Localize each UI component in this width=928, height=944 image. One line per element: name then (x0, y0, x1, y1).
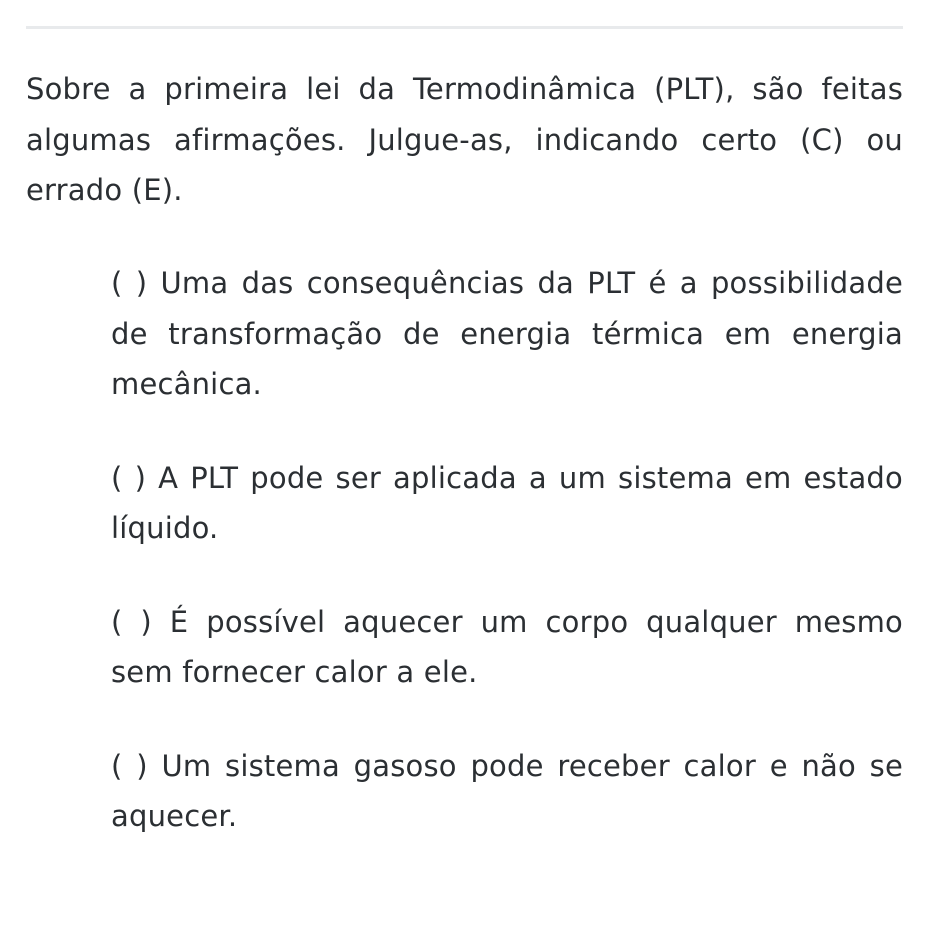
question-intro: Sobre a primeira lei da Termodinâmica (PLT), são feitas algumas afirmações. Julgue-as, indicando certo (C) ou errado (E). (26, 72, 903, 207)
statement-item: ( ) A PLT pode ser aplicada a um sistema em estado líquido. (111, 460, 903, 545)
statement-list (111, 258, 903, 885)
statement-item: ( ) É possível aquecer um corpo qualquer mesmo sem fornecer calor a ele. (111, 604, 903, 689)
statement-item: ( ) Um sistema gasoso pode receber calor e não se aquecer. (111, 748, 903, 833)
statement-item: ( ) Uma das consequências da PLT é a possibilidade de transformação de energia térmica em energia mecânica. (111, 266, 903, 401)
top-divider (26, 26, 903, 29)
